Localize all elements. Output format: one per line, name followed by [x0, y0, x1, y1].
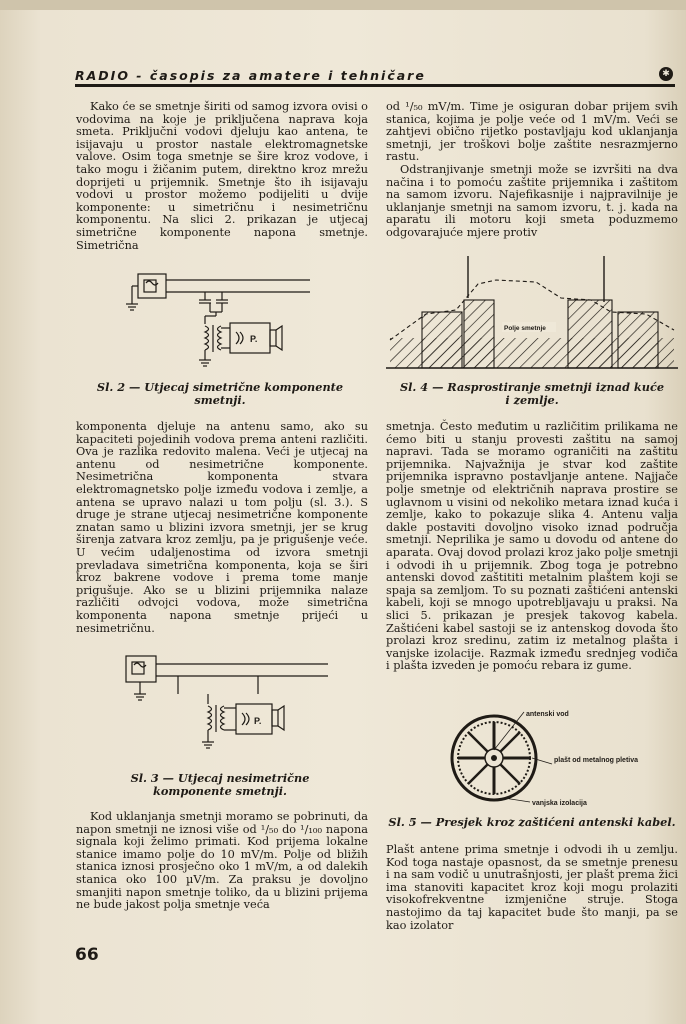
figure-5-caption: Sl. 5 — Presjek kroz zaštićeni antenski kabel.: [388, 815, 676, 829]
figure-2-caption: Sl. 2 — Utjecaj simetrične komponente smetnji.: [96, 380, 344, 407]
left-paragraph-3: Kod uklanjanja smetnji moramo se pobrinuti, da napon smetnji ne iznosi više od ¹/₅₀ do ¹/₁₀₀ napona signala koji želimo primati. Kod prijema lokalne stanice imamo polje do 10 mV/m. Polje od bližih stanica iznosi prosječno oko 1 mV/m, a od dalekih stanica oko 100 µV/m. Za praksu je dovoljno smanjiti napon smetnje toliko, da u blizini prijema ne bude jakost polja smetnje veća: [76, 810, 368, 912]
left-paragraph-2: komponenta djeluje na antenu samo, ako su kapaciteti pojedinih vodova prema anteni različiti. Ova je razlika redovito malena. Veći je utjecaj na antenu od nesimetrične komponente. Nesimetrična komponenta stvara elektromagnetsko polje između vodova i zemlje, a antena se upravo nalazi u tom polju (sl. 3.). S druge je strane utjecaj nesimetrične komponente znatan samo u blizini izvora smetnji, jer se krug širenja zatvara kroz zemlju, pa je prigušenje veće. U većim udaljenostima od izvora smetnji prevladava simetrična komponenta, koja se širi kroz bakrene vodove i prema tome manje prigušuje. Ako se u blizini prijemnika nalaze različiti odvojci vodova, može simetrična komponenta napona smetnje prijeći u nesimetričnu.: [76, 420, 368, 635]
header-rule: [75, 84, 675, 87]
right-column-middle: [386, 421, 678, 673]
figure-4: [386, 252, 678, 374]
chapter-marker-icon: ✱: [659, 67, 673, 81]
right-paragraph-4: Plašt antene prima smetnje i odvodi ih u zemlju. Kod toga nastaje opasnost, da se smetnje prenesu i na sam vodič u unutrašnjosti, jer plašt prema žici ima stanoviti kapacitet kroz koji mogu prolaziti visokofrekventne izmjenične struje. Stoga nastojimo da taj kapacitet bude što manji, pa se kao izolator: [386, 843, 678, 932]
figure-4-diagram: [386, 252, 678, 374]
right-column-bottom: [386, 844, 678, 932]
right-paragraph-3: smetnja. Često međutim u različitim prilikama ne ćemo biti u stanju provesti zaštitu na samoj napravi. Tada se moramo ograničiti na zaštitu prijemnika. Najvažnija je stvar kod zaštite prijemnika ispravno postavljanje antene. Najjače polje smetnje od električnih naprava prostire se uglavnom u visini od nekoliko metara iznad kuća i zemlje, kako to pokazuje slika 4. Antenu valja dakle postaviti dovoljno visoko iznad područja smetnji. Neprilika je samo u dovodu od antene do aparata. Ovaj dovod prolazi kroz jako polje smetnji i odvodi ih u prijemnik. Zbog toga je potrebno antenski dovod zaštititi metalnim plaštem koji se spaja sa zemljom. To su poznati zaštićeni antenski kabeli, koji se mnogo upotrebljavaju u praksi. Na slici 5. prikazan je presjek takovog kabela. Zaštićeni kabel sastoji se iz antenskog dovoda što prolazi kroz sredinu, zatim iz metalnog plašta i vanjske izolacije. Razmak između srednjeg vodiča i plašta izveden je pomoću rebara iz gume.: [386, 420, 678, 673]
figure-5-label-sheath: plašt od metalnog pletiva: [554, 757, 639, 764]
page-number: 66: [75, 945, 99, 965]
figure-3-diagram: [118, 650, 348, 758]
figure-2-box-label: P.: [250, 334, 258, 344]
left-column-top: [76, 101, 368, 252]
right-paragraph-1: od ¹/₅₀ mV/m. Time je osiguran dobar prijem svih stanica, kojima je polje veće od 1 mV/m. Veći se zahtjevi obično rijetko postavljaju kod uklanjanja smetnji, jer troškovi bolje zaštite nesrazmjerno rastu.: [386, 100, 678, 164]
figure-5-label-insulation: vanjska izolacija: [532, 800, 587, 807]
figure-4-caption: Sl. 4 — Rasprostiranje smetnji iznad kuće i zemlje.: [399, 380, 665, 407]
left-column-bottom: [76, 811, 368, 912]
top-edge: [0, 0, 686, 10]
figure-2: [110, 268, 360, 378]
figure-5-label-conductor: antenski vod: [526, 711, 569, 718]
header-title: RADIO - časopis za amatere i tehničare: [75, 68, 426, 83]
left-paragraph-1: Kako će se smetnje širiti od samog izvora ovisi o vodovima na koje je priključena naprava koja smeta. Priključni vodovi djeluju kao antena, te isijavaju u prostor nastale elektromagnetske valove. Osim toga smetnje se šire kroz vodove, i tako mogu i žičanim putem, direktno kroz mrežu doprijeti u prijemnik. Smetnje što ih isijavaju vodovi u prostor možemo podijeliti u dvije komponente: u simetričnu i nesimetričnu komponentu. Na slici 2. prikazan je utjecaj simetrične komponente napona smetnje. Simetrična: [76, 100, 368, 252]
figure-3: [118, 650, 348, 758]
left-column-middle: [76, 421, 368, 635]
figure-3-caption: Sl. 3 — Utjecaj nesimetrične komponente smetnji.: [130, 771, 310, 798]
right-column-top: [386, 101, 678, 240]
figure-3-box-label: P.: [254, 716, 262, 726]
figure-5: [444, 706, 644, 810]
figure-4-field-label: Polje smetnje: [504, 325, 546, 332]
figure-5-diagram: [444, 706, 644, 810]
right-paragraph-2: Odstranjivanje smetnji može se izvršiti na dva načina i to pomoću zaštite prijemnika i zaštitom na samom izvoru. Najefikasnije i najpravilnije je uklanjanje smetnji na samom izvoru, t. j. kada na aparatu ili motoru koji smeta poduzmemo odgovarajuće mjere protiv: [386, 162, 678, 239]
figure-2-diagram: [110, 268, 360, 378]
